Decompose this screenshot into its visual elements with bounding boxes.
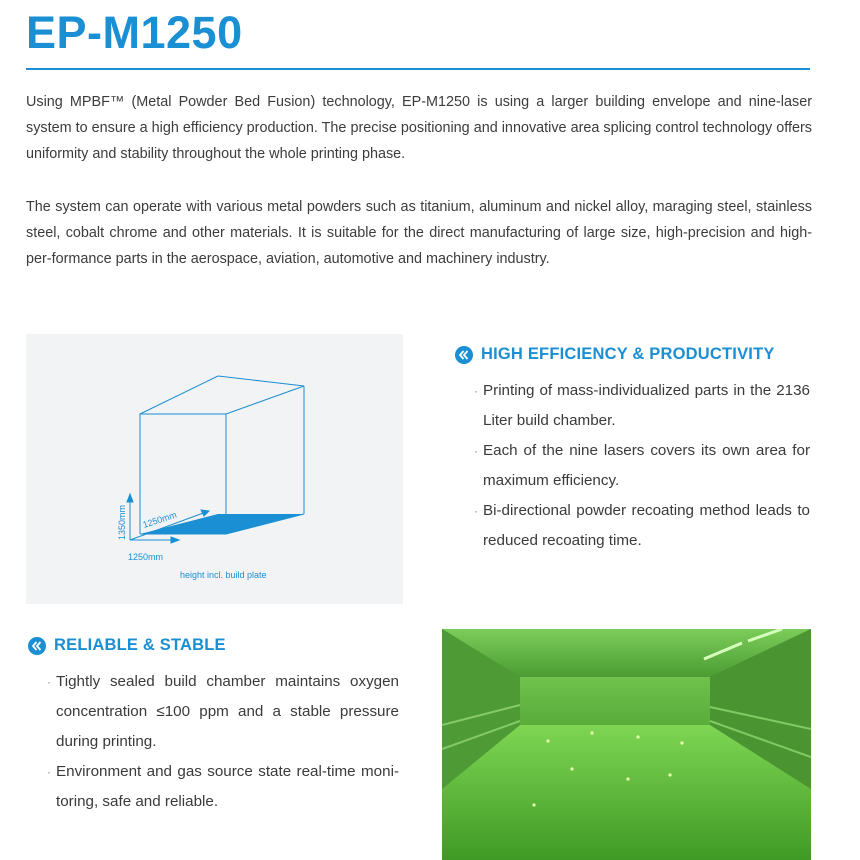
build-volume-illustration (26, 334, 403, 604)
intro-paragraph-2: The system can operate with various metal powders such as titanium, aluminum and nickel alloy, maraging steel, stainless steel, cobalt chrome and other materials. It is suitable for the direct manufacturing of large size, high-precision and high-per-formance parts in the aerospace, aviation, automotive and machinery industry. (26, 199, 812, 267)
build-chamber-illustration (442, 629, 811, 860)
list-item (455, 376, 810, 436)
bullet-text: Printing of mass-individualized parts in the 2136 Liter build chamber. (483, 382, 810, 429)
efficiency-bullet-list (455, 376, 810, 556)
diagram-caption: height incl. build plate (180, 570, 267, 580)
intro-paragraph-1: Using MPBF™ (Metal Powder Bed Fusion) technology, EP-M1250 is using a larger building envelope and nine-laser system to ensure a high efficiency production. The precise positioning and innovative area splicing control technology offers uniformity and stability throughout the whole printing phase. (26, 94, 812, 162)
bullet-text: Environment and gas source state real-time moni-toring, safe and reliable. (56, 763, 399, 810)
depth-dimension-label: 1250mm (141, 509, 178, 530)
bullet-marker: · (47, 765, 51, 779)
list-item (455, 436, 810, 496)
reliable-bullet-list (28, 667, 399, 817)
title-divider (26, 68, 810, 70)
build-envelope-box (140, 376, 304, 534)
bullet-marker: · (474, 504, 478, 518)
build-volume-diagram (26, 334, 403, 604)
efficiency-section-heading (455, 345, 775, 364)
double-chevron-left-icon (28, 637, 46, 655)
build-chamber-photo (442, 629, 811, 860)
bullet-text: Bi-directional powder recoating method leads to reduced recoating time. (483, 502, 810, 549)
double-chevron-left-icon (455, 346, 473, 364)
efficiency-heading-text: HIGH EFFICIENCY & PRODUCTIVITY (481, 345, 775, 363)
page-title: EP-M1250 (26, 7, 243, 58)
bullet-text: Each of the nine lasers covers its own area for maximum efficiency. (483, 442, 810, 489)
reliable-section-heading (28, 636, 226, 655)
list-item (455, 496, 810, 556)
bullet-marker: · (47, 675, 51, 689)
height-dimension-label: 1350mm (117, 504, 127, 540)
width-dimension-label: 1250mm (128, 552, 164, 562)
bullet-marker: · (474, 384, 478, 398)
list-item (28, 757, 399, 817)
bullet-text: Tightly sealed build chamber maintains oxygen concentration ≤100 ppm and a stable pressure during printing. (56, 673, 399, 750)
list-item (28, 667, 399, 757)
bullet-marker: · (474, 444, 478, 458)
reliable-heading-text: RELIABLE & STABLE (54, 636, 226, 654)
